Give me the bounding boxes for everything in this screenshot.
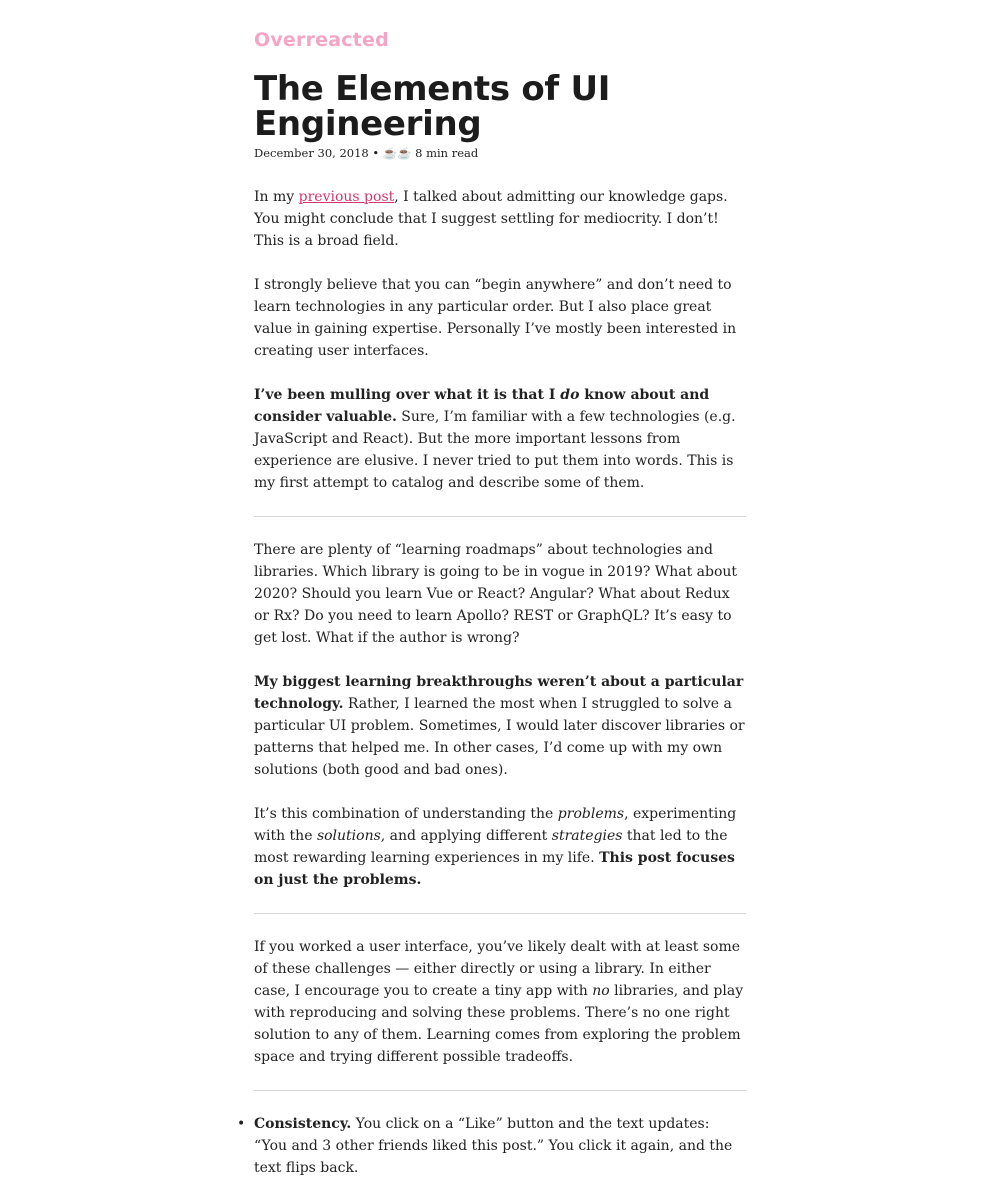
paragraph-3-bold-b: know about and consider valuable. xyxy=(254,387,710,425)
paragraph-1 xyxy=(254,186,746,252)
paragraph-1-text-b: , I talked about admitting our knowledge gaps. You might conclude that I suggest settling for mediocrity. I don’t! This is a broad field. xyxy=(254,189,728,249)
article-body xyxy=(237,186,746,1179)
paragraph-3 xyxy=(254,384,746,494)
paragraph-7-text-a: If you worked a user interface, you’ve likely dealt with at least some of these challenges — either directly or using a library. In either case, I encourage you to create a tiny app with xyxy=(254,939,741,999)
paragraph-4: There are plenty of “learning roadmaps” about technologies and libraries. Which library is going to be in vogue in 2019? What about 2020? Should you learn Vue or React? Angular? What about Redux or Rx? Do you need to learn Apollo? REST or GraphQL? It’s easy to get lost. What if the author is wrong? xyxy=(254,542,738,646)
paragraph-3-text: Sure, I’m familiar with a few technologies (e.g. JavaScript and React). But the more important lessons from experience are elusive. I never tried to put them into words. This is my first attempt to catalog and describe some of them. xyxy=(254,409,736,491)
paragraph-6-emphasis-problems: problems xyxy=(557,806,625,822)
list-item xyxy=(237,1113,746,1179)
bullet-marker: • xyxy=(237,1116,246,1132)
paragraph-1-text-a: In my xyxy=(254,189,299,205)
site-title-link[interactable]: Overreacted xyxy=(254,29,389,51)
list-item-text: You click on a “Like” button and the text updates: “You and 3 other friends liked this post.” You click it again, and the text flips back. xyxy=(254,1116,733,1176)
paragraph-5-text: Rather, I learned the most when I struggled to solve a particular UI problem. Sometimes, I would later discover libraries or patterns that helped me. In other cases, I’d come up with my own solutions (both good and bad ones). xyxy=(254,696,745,778)
paragraph-6-bold: This post focuses on just the problems. xyxy=(254,850,735,888)
paragraph-7-emphasis: no xyxy=(592,983,610,999)
paragraph-7 xyxy=(254,936,746,1068)
paragraph-7-text-b: libraries, and play with reproducing and solving these problems. There’s no one right solution to any of them. Learning comes from exploring the problem space and trying different possible tradeoffs. xyxy=(254,983,744,1065)
paragraph-6-text-d: that led to the most rewarding learning experiences in my life. xyxy=(254,828,728,866)
problems-list xyxy=(237,1113,746,1179)
paragraph-6-emphasis-solutions: solutions xyxy=(316,828,381,844)
post-title: The Elements of UI Engineering xyxy=(254,69,611,144)
list-item-bold: Consistency. xyxy=(254,1116,352,1132)
paragraph-2: I strongly believe that you can “begin anywhere” and don’t need to learn technologies in any particular order. But I also place great value in gaining expertise. Personally I’ve mostly been interested in creating user interfaces. xyxy=(254,277,737,359)
section-divider-1 xyxy=(254,516,746,517)
paragraph-5-bold: My biggest learning breakthroughs weren’t about a particular technology. xyxy=(254,674,744,712)
paragraph-3-emphasis: do xyxy=(560,387,580,403)
paragraph-6-text-a: It’s this combination of understanding the xyxy=(254,806,558,822)
previous-post-link[interactable]: previous post xyxy=(298,189,395,205)
paragraph-6-text-c: , and applying different xyxy=(380,828,552,844)
section-divider-2 xyxy=(254,913,746,914)
paragraph-6-emphasis-strategies: strategies xyxy=(551,828,623,844)
paragraph-6-text-b: , experimenting with the xyxy=(254,806,737,844)
paragraph-3-bold-a: I’ve been mulling over what it is that I xyxy=(254,387,561,403)
section-divider-3 xyxy=(254,1090,746,1091)
paragraph-6 xyxy=(254,803,746,891)
paragraph-5 xyxy=(254,671,746,781)
post-meta: December 30, 2018 • ☕️☕️ 8 min read xyxy=(254,146,479,160)
